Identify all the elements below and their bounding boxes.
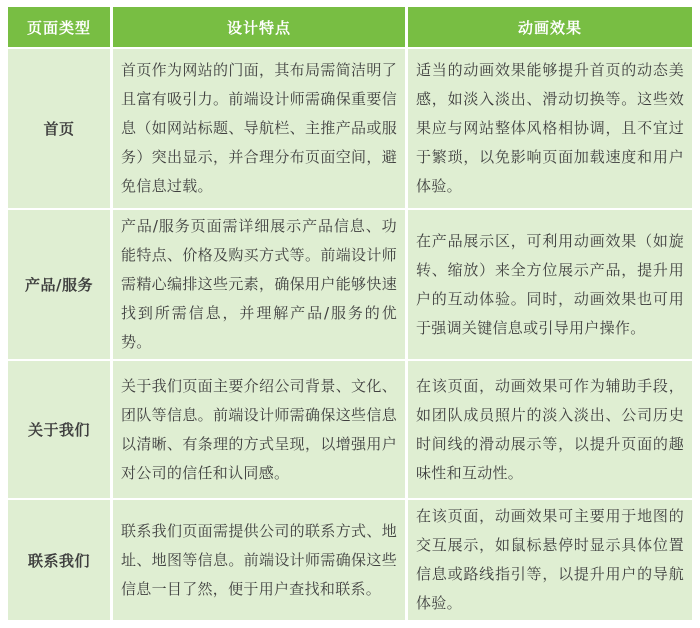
contact-animation-effects-cell: 在该页面，动画效果可主要用于地图的交互展示，如鼠标悬停时显示具体位置信息或路线指引等，以提升用户的导航体验。 xyxy=(408,500,692,620)
row-label-contact-us: 联系我们 xyxy=(8,500,110,620)
products-animation-effects-cell: 在产品展示区，可利用动画效果（如旋转、缩放）来全方位展示产品，提升用户的互动体验。同时，动画效果也可用于强调关键信息或引导用户操作。 xyxy=(408,210,692,359)
about-animation-effects-cell: 在该页面，动画效果可作为辅助手段，如团队成员照片的淡入淡出、公司历史时间线的滑动展示等，以提升页面的趣味性和互动性。 xyxy=(408,361,692,498)
about-design-features-cell: 关于我们页面主要介绍公司背景、文化、团队等信息。前端设计师需确保这些信息以清晰、有条理的方式呈现，以增强用户对公司的信任和认同感。 xyxy=(113,361,405,498)
row-label-home: 首页 xyxy=(8,49,110,208)
row-label-products-services: 产品/服务 xyxy=(8,210,110,359)
header-design-features: 设计特点 xyxy=(113,7,405,47)
header-animation-effects: 动画效果 xyxy=(408,7,692,47)
header-page-type: 页面类型 xyxy=(8,7,110,47)
contact-design-features-cell: 联系我们页面需提供公司的联系方式、地址、地图等信息。前端设计师需确保这些信息一目了然，便于用户查找和联系。 xyxy=(113,500,405,620)
products-design-features-cell: 产品/服务页面需详细展示产品信息、功能特点、价格及购买方式等。前端设计师需精心编排这些元素，确保用户能够快速找到所需信息，并理解产品/服务的优势。 xyxy=(113,210,405,359)
table-row xyxy=(8,49,692,208)
table-row xyxy=(8,500,692,620)
row-label-about-us: 关于我们 xyxy=(8,361,110,498)
home-animation-effects-cell: 适当的动画效果能够提升首页的动态美感，如淡入淡出、滑动切换等。这些效果应与网站整体风格相协调，且不宜过于繁琐，以免影响页面加载速度和用户体验。 xyxy=(408,49,692,208)
header-row xyxy=(8,7,692,47)
table-row xyxy=(8,210,692,359)
page-design-table xyxy=(5,5,695,622)
table-row xyxy=(8,361,692,498)
home-design-features-cell: 首页作为网站的门面，其布局需简洁明了且富有吸引力。前端设计师需确保重要信息（如网站标题、导航栏、主推产品或服务）突出显示，并合理分布页面空间，避免信息过载。 xyxy=(113,49,405,208)
